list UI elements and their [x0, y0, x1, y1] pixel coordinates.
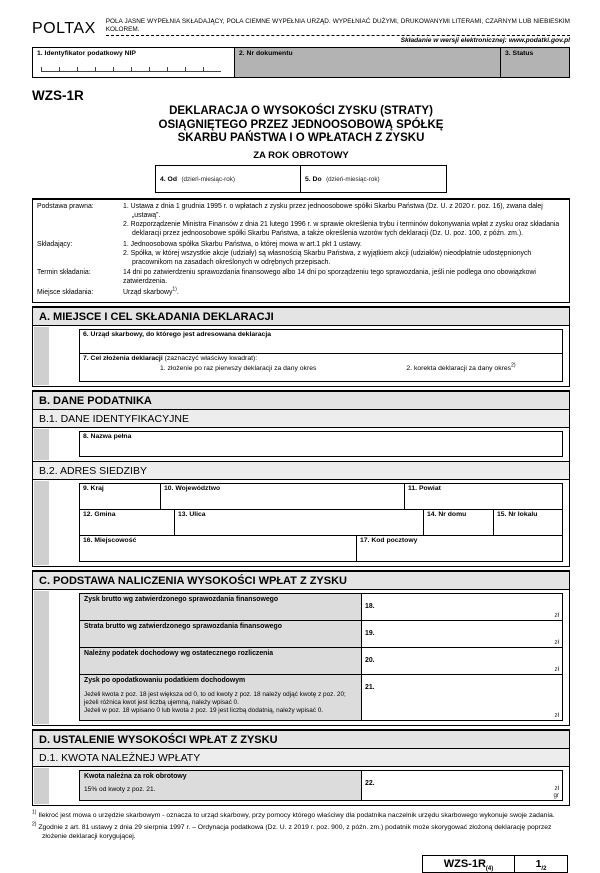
field-8-nazwa-pelna[interactable] — [79, 431, 563, 457]
field-7-label: 7. Cel złożenia deklaracji — [83, 355, 163, 363]
section-a-title: A. MIEJSCE I CEL SKŁADANIA DEKLARACJI — [33, 308, 569, 326]
fill-instructions: POLA JASNE WYPEŁNIA SKŁADAJĄCY, POLA CIEMNE WYPEŁNIA URZĄD. WYPEŁNIAĆ DUŻYMI, DRUKOWANYMI LITERAMI, CZARNYM LUB NIEBIESKIM KOLOREM. — [105, 18, 570, 33]
efiling-note: Składanie w wersji elektronicznej: www.podatki.gov.pl — [106, 35, 570, 44]
row-21-label: Zysk po opodatkowaniu podatkiem dochodowym Jeżeli kwota z poz. 18 jest większa od 0, to od kwoty z poz. 18 należy odjąć kwotę z poz. 20; jeżeli różnica kwot jest liczbą ujemną, należy wpisać 0. Jeżeli w poz. 18 wpisano 0 lub kwota z poz. 19 jest liczbą dodatnią, należy wpisać 0. — [79, 674, 362, 721]
page-footer — [32, 855, 570, 873]
deadline-row — [37, 269, 563, 287]
field-nr-dokumentu — [235, 48, 501, 77]
form-title-line3: SKARBU PAŃSTWA I O WPŁATACH Z ZYSKU — [177, 132, 425, 145]
row-20-label: Należny podatek dochodowy wg ostatecznego rozliczenia — [79, 647, 362, 675]
field-8-label: 8. Nazwa pełna — [83, 433, 132, 441]
footnotes — [32, 811, 570, 841]
field-7-cel-zlozenia — [79, 353, 563, 382]
filing-place-row — [37, 289, 563, 298]
section-d — [32, 729, 570, 806]
field-18-value[interactable]: 18. zł — [362, 593, 563, 621]
legal-info-block — [32, 198, 570, 304]
section-c-title: C. PODSTAWA NALICZENIA WYSOKOŚCI WPŁAT Z ZYSKU — [33, 572, 569, 590]
unit-zl: zł — [554, 712, 559, 720]
footer-page-number: $1_{/2}$ — [535, 857, 547, 872]
field-17-kod-pocztowy[interactable]: 17. Kod pocztowy — [357, 535, 563, 562]
row-20 — [79, 647, 563, 675]
form-title-line1: DEKLARACJA O WYSOKOŚCI ZYSKU (STRATY) — [169, 105, 433, 117]
field-7-option-1[interactable]: 1. złożenie po raz pierwszy deklaracji za dany okres — [160, 365, 317, 373]
unit-zl: zł — [554, 666, 559, 674]
section-b1-title: B.1. DANE IDENTYFIKACYJNE — [33, 410, 569, 428]
id-fields-row — [32, 47, 570, 78]
field-9-kraj[interactable]: 9. Kraj — [79, 483, 161, 510]
row-21-note: Jeżeli kwota z poz. 18 jest większa od 0, to od kwoty z poz. 18 należy odjąć kwotę z poz. 20; jeżeli różnica kwot jest liczbą ujemną, należy wpisać 0. Jeżeli w poz. 18 wpisano 0 lub kwota z poz. 19 jest liczbą dodatnią, należy wpisać 0. — [84, 691, 346, 715]
filer-item: 2. Spółka, w której wszystkie akcje (udziały) są własnością Skarbu Państwa, z wyjątkiem akcji (udziałów) nieodpłatnie udostępnionych pracownikom na zasadach określonych w odrębnych przepisach. — [123, 249, 532, 266]
field-period-to-format: (dzień-miesiąc-rok) — [326, 175, 380, 183]
legal-basis-item: 2. Rozporządzenie Ministra Finansów z dnia 21 lutego 1996 r. w sprawie określenia trybu i terminów dokonywania wpłat z zysku oraz składania deklaracji przez jednoosobowe spółki Skarbu Państwa, a także określenia wzorów tych deklaracji (Dz. U. poz. 100, z późn. zm.). — [123, 220, 560, 237]
filer-row — [37, 241, 563, 268]
field-20-value[interactable]: 20. zł — [362, 647, 563, 675]
section-d-title: D. USTALENIE WYSOKOŚCI WPŁAT Z ZYSKU — [33, 731, 569, 749]
row-22-label: Kwota należna za rok obrotowy 15% od kwoty z poz. 21. — [79, 770, 362, 801]
field-period-from-format: (dzień-miesiąc-rok) — [181, 175, 235, 183]
unit-zl: zł — [554, 612, 559, 620]
field-7-hint: (zaznaczyć właściwy kwadrat): — [164, 355, 258, 363]
section-b2-title: B.2. ADRES SIEDZIBY — [33, 462, 569, 480]
unit-zl: zł — [554, 639, 559, 647]
section-b-title: B. DANE PODATNIKA — [33, 392, 569, 410]
row-19-label: Strata brutto wg zatwierdzonego sprawozdania finansowego — [79, 620, 362, 648]
section-a — [32, 306, 570, 387]
row-22 — [79, 770, 563, 801]
form-code: WZS-1R — [32, 88, 84, 103]
deadline-text: 14 dni po zatwierdzeniu sprawozdania finansowego albo 14 dni po sporządzeniu tego sprawozdania, jeśli nie podlega ono obowiązkowi zatwierdzenia. — [123, 269, 536, 286]
field-10-wojewodztwo[interactable]: 10. Województwo — [161, 483, 405, 510]
field-22-value[interactable]: 22. zł gr — [362, 770, 563, 801]
poltax-logo: POLTAX — [32, 20, 96, 37]
address-row-1 — [79, 483, 563, 510]
field-status-label: 3. Status — [505, 50, 534, 57]
section-d1-title: D.1. KWOTA NALEŻNEJ WPŁATY — [33, 749, 569, 767]
filer-item: 1. Jednoosobowa spółka Skarbu Państwa, o której mowa w art.1 pkt 1 ustawy. — [123, 240, 362, 248]
filer-label: Składający: — [37, 240, 73, 248]
field-6-label: 6. Urząd skarbowy, do którego jest adresowana deklaracja — [83, 331, 271, 339]
deadline-label: Termin składania: — [37, 269, 91, 277]
form-title — [32, 105, 570, 146]
field-15-nr-lokalu[interactable]: 15. Nr lokalu — [494, 509, 563, 536]
section-c — [32, 570, 570, 726]
filing-place-text: Urząd skarbowy$^{1)}$. — [123, 287, 179, 297]
field-nip[interactable] — [33, 48, 235, 77]
field-16-miejscowosc[interactable]: 16. Miejscowość — [79, 535, 357, 562]
field-period-to[interactable] — [301, 165, 447, 193]
legal-basis-item: 1. Ustawa z dnia 1 grudnia 1995 r. o wpłatach z zysku przez jednoosobowe spółki Skarbu Państwa (Dz. U. z 2020 r. poz. 16), zwana dalej „ustawą”. — [123, 202, 543, 219]
row-18-label: Zysk brutto wg zatwierdzonego sprawozdania finansowego — [79, 593, 362, 621]
page-header — [32, 18, 570, 44]
footnote-1: $^{1)}$ Ilekroć jest mowa o urzędzie skarbowym - oznacza to urząd skarbowy, przy pomocy którego właściwy dla podatnika naczelnik urzędu skarbowego wykonuje swoje zadania. — [32, 810, 555, 820]
field-period-from[interactable] — [155, 165, 301, 193]
address-row-3 — [79, 535, 563, 562]
filing-place-label: Miejsce składania: — [37, 289, 94, 297]
field-21-value[interactable]: 21. zł — [362, 674, 563, 721]
footnote-2: $^{2)}$ Zgodnie z art. 81 ustawy z dnia 29 sierpnia 1997 r. – Ordynacja podatkowa (Dz. U. z 2019 r. poz. 900, z późn. zm.) podatnik może skorygować złożoną deklarację poprzez złożenie deklaracji korygującej. — [32, 821, 552, 840]
field-11-powiat[interactable]: 11. Powiat — [405, 483, 563, 510]
address-row-2 — [79, 509, 563, 536]
footer-form-code: WZS-$1R_{(4)}$ — [423, 856, 515, 872]
field-nip-label: 1. Identyfikator podatkowy NIP — [37, 50, 136, 57]
row-19 — [79, 620, 563, 648]
form-title-line2: OSIĄGNIĘTEGO PRZEZ JEDNOOSOBOWĄ SPÓŁKĘ — [158, 118, 444, 131]
row-22-sublabel: 15% od kwoty z poz. 21. — [84, 786, 156, 794]
footnote-ref-2: 2) — [511, 363, 516, 370]
field-period-to-label: 5. Do — [305, 175, 322, 183]
section-b — [32, 390, 570, 567]
unit-zl-gr: zł gr — [553, 785, 559, 800]
legal-basis-row — [37, 203, 563, 239]
field-19-value[interactable]: 19. zł — [362, 620, 563, 648]
row-18 — [79, 593, 563, 621]
nip-digit-comb[interactable] — [41, 67, 221, 72]
field-7-option-2[interactable]: 2. korekta deklaracji za dany okres$^{2)}$ — [406, 363, 516, 373]
footer-form-version: (4) — [485, 866, 494, 873]
field-6-urzad-skarbowy[interactable] — [79, 329, 563, 354]
field-12-gmina[interactable]: 12. Gmina — [79, 509, 175, 536]
field-nr-dokumentu-label: 2. Nr dokumentu — [239, 50, 293, 57]
footnote-ref-1: 1) — [172, 287, 177, 294]
period-row — [32, 165, 570, 193]
row-21 — [79, 674, 563, 721]
legal-basis-label: Podstawa prawna: — [37, 202, 94, 210]
field-14-nr-domu[interactable]: 14. Nr domu — [424, 509, 494, 536]
field-period-from-label: 4. Od — [160, 175, 177, 183]
form-subtitle: ZA ROK OBROTOWY — [253, 149, 349, 161]
field-13-ulica[interactable]: 13. Ulica — [175, 509, 424, 536]
field-status — [501, 48, 569, 77]
